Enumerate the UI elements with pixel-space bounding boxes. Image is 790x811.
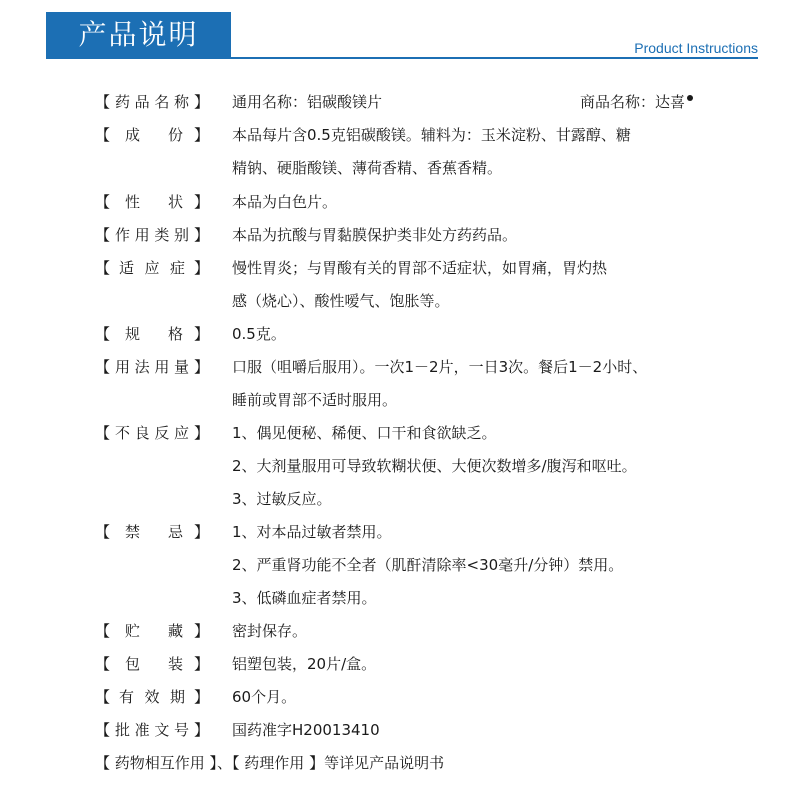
field-label-text: 贮 藏 [125, 622, 183, 640]
left-bracket: 【 [95, 193, 111, 211]
field-value: 口服（咀嚼后服用）。一次1－2片，一日3次。餐后1－2小时、 [232, 358, 648, 376]
field-label-text: 性 状 [125, 193, 183, 211]
right-bracket: 】 [194, 325, 210, 343]
right-bracket: 】 [194, 424, 210, 442]
field-value: 2、严重肾功能不全者（肌酐清除率<30毫升/分钟）禁用。 [232, 556, 624, 574]
left-bracket: 【 [95, 259, 111, 277]
field-label-text: 规 格 [125, 325, 183, 343]
right-bracket: 】 [194, 93, 210, 111]
field-value: 1、对本品过敏者禁用。 [232, 523, 392, 541]
field-label [95, 718, 215, 742]
field-value: 精钠、硬脂酸镁、薄荷香精、香蕉香精。 [232, 159, 503, 177]
field-value: 感（烧心）、酸性嗳气、饱胀等。 [232, 292, 450, 310]
brand-name-value [580, 90, 693, 114]
field-label [95, 652, 215, 676]
field-value: 通用名称：铝碳酸镁片 [232, 93, 383, 111]
field-value: 本品每片含0.5克铝碳酸镁。辅料为：玉米淀粉、甘露醇、糖 [232, 126, 631, 144]
right-bracket: 】 [194, 126, 210, 144]
field-value: 60个月。 [232, 688, 297, 706]
field-label-text: 批 准 文 号 [115, 721, 189, 739]
field-label-text: 禁 忌 [125, 523, 183, 541]
right-bracket: 】 [194, 688, 210, 706]
right-bracket: 】 [194, 358, 210, 376]
field-label [95, 421, 215, 445]
field-label [95, 322, 215, 346]
field-value: 1、偶见便秘、稀便、口干和食欲缺乏。 [232, 424, 497, 442]
field-label [95, 123, 215, 147]
right-bracket: 】 [194, 226, 210, 244]
header-banner [46, 12, 231, 58]
field-label [95, 256, 215, 280]
field-value: 密封保存。 [232, 622, 308, 640]
page-title: 产品说明 [78, 18, 199, 51]
left-bracket: 【 [95, 358, 111, 376]
field-label-text: 药 品 名 称 [115, 93, 189, 111]
right-bracket: 】 [194, 193, 210, 211]
field-label-text: 不 良 反 应 [115, 424, 189, 442]
right-bracket: 】 [194, 721, 210, 739]
footer-note: 【 药物相互作用 】、【 药理作用 】等详见产品说明书 [95, 754, 445, 772]
field-value: 慢性胃炎；与胃酸有关的胃部不适症状，如胃痛，胃灼热 [232, 259, 608, 277]
left-bracket: 【 [95, 226, 111, 244]
field-label-text: 适 应 症 [119, 259, 185, 277]
right-bracket: 】 [194, 523, 210, 541]
field-value: 本品为抗酸与胃黏膜保护类非处方药药品。 [232, 226, 518, 244]
field-value: 本品为白色片。 [232, 193, 338, 211]
left-bracket: 【 [95, 688, 111, 706]
registered-dot-icon [687, 95, 693, 101]
field-value: 3、低磷血症者禁用。 [232, 589, 377, 607]
field-label [95, 619, 215, 643]
right-bracket: 】 [194, 622, 210, 640]
left-bracket: 【 [95, 721, 111, 739]
page-subtitle: Product Instructions [634, 40, 758, 56]
left-bracket: 【 [95, 325, 111, 343]
field-value: 睡前或胃部不适时服用。 [232, 391, 398, 409]
field-label-text: 作 用 类 别 [115, 226, 189, 244]
right-bracket: 】 [194, 655, 210, 673]
field-label [95, 355, 215, 379]
left-bracket: 【 [95, 126, 111, 144]
field-label [95, 685, 215, 709]
field-label [95, 90, 215, 114]
left-bracket: 【 [95, 424, 111, 442]
field-label-text: 有 效 期 [119, 688, 185, 706]
left-bracket: 【 [95, 655, 111, 673]
field-value: 3、过敏反应。 [232, 490, 332, 508]
right-bracket: 】 [194, 259, 210, 277]
field-value: 铝塑包装，20片/盒。 [232, 655, 377, 673]
field-value: 国药准字H20013410 [232, 721, 380, 739]
field-label [95, 223, 215, 247]
field-label [95, 190, 215, 214]
left-bracket: 【 [95, 523, 111, 541]
brand-name-text: 商品名称：达喜 [580, 93, 686, 111]
field-value: 0.5克。 [232, 325, 286, 343]
field-label [95, 520, 215, 544]
field-value: 2、大剂量服用可导致软糊状便、大便次数增多/腹泻和呕吐。 [232, 457, 637, 475]
header-divider [46, 57, 758, 59]
field-label-text: 包 装 [125, 655, 183, 673]
left-bracket: 【 [95, 622, 111, 640]
left-bracket: 【 [95, 93, 111, 111]
field-label-text: 成 份 [125, 126, 183, 144]
field-label-text: 用 法 用 量 [115, 358, 189, 376]
